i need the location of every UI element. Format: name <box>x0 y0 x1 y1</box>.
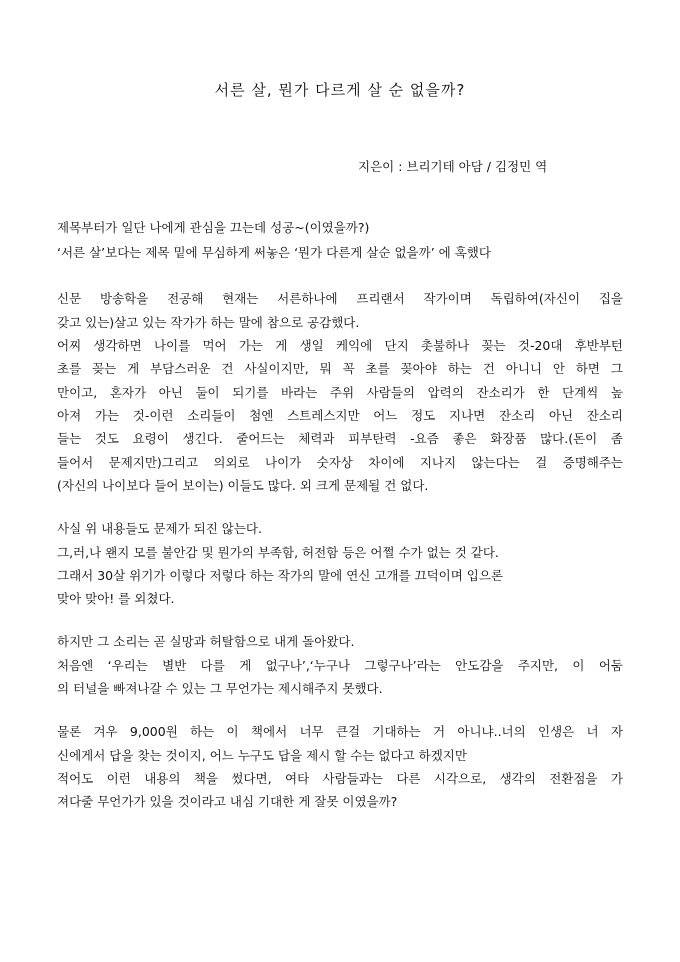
body-line: 져다줄 무언가가 있을 것이라고 내심 기대한 게 잘못 이였을까? <box>57 794 398 809</box>
body-line: 들는 것도 요령이 생긴다. 줄어드는 체력과 피부탄력 -요즘 좋은 화장품 많다.(돈이 좀 <box>57 431 623 446</box>
body-line: 처음엔 ‘우리는 별반 다를 게 없구나’,‘누구나 그렇구나’라는 안도감을 주지만, 이 어둠 <box>57 658 623 673</box>
body-line: (자신의 나이보다 들어 보이는) 이들도 많다. 외 크게 문제될 건 없다. <box>57 478 429 493</box>
body-line: 사실 위 내용들도 문제가 되진 않는다. <box>57 521 262 536</box>
body-line: ‘서른 살’보다는 제목 밑에 무심하게 써놓은 ‘뭔가 다른게 살순 없을까’ 에 혹했다 <box>57 245 491 260</box>
body-line: 어찌 생각하면 나이를 먹어 가는 게 생일 케익에 단지 촛불하나 꽂는 것-20대 후반부턴 <box>57 338 623 353</box>
body-line: 제목부터가 일단 나에게 관심을 끄는데 성공~(이였을까?) <box>57 220 370 235</box>
body-line: 그,러,나 왠지 모를 불안감 및 뭔가의 부족함, 허전함 등은 어쩔 수가 없는 것 같다. <box>57 545 499 560</box>
body-line: 만이고, 혼자가 아닌 둘이 되기를 바라는 주위 사람들의 압력의 잔소리가 한 단계씩 높 <box>57 385 623 400</box>
body-line: 적어도 이런 내용의 책을 썼다면, 여타 사람들과는 다른 시각으로, 생각의 전환점을 가 <box>57 771 623 786</box>
body-line: 신문 방송학을 전공해 현재는 서른하나에 프리랜서 작가이며 독립하여(자신이 집을 <box>57 291 623 306</box>
body-line: 신에게서 답을 찾는 것이지, 어느 누구도 답을 제시 할 수는 없다고 하겠지만 <box>57 748 467 763</box>
body-line: 들어서 문제지만)그리고 의외로 나이가 숫자상 차이에 지나지 않는다는 걸 증명해주는 <box>57 455 623 470</box>
body-line: 하지만 그 소리는 곧 실망과 허탈함으로 내게 돌아왔다. <box>57 634 355 649</box>
body-line: 의 터널을 빠져나갈 수 있는 그 무언가는 제시해주지 못했다. <box>57 681 383 696</box>
body-line: 아져 가는 것-이런 소리들이 첨엔 스트레스지만 어느 정도 지나면 잔소리 아닌 잔소리 <box>57 408 623 423</box>
body-line: 물론 겨우 9,000원 하는 이 책에서 너무 큰걸 기대하는 거 아니냐..너의 인생은 너 자 <box>57 724 623 739</box>
body-line: 그래서 30살 위기가 이렇다 저렇다 하는 작가의 말에 연신 고개를 끄덕이며 입으론 <box>57 568 504 583</box>
document-title: 서른 살, 뭔가 다르게 살 순 없을까? <box>214 81 466 99</box>
author-translator-line: 지은이 : 브리기테 아담 / 김정민 역 <box>358 159 548 174</box>
body-line: 갖고 있는)살고 있는 작가가 하는 말에 참으로 공감했다. <box>57 315 360 330</box>
body-line: 초를 꽂는 게 부담스러운 건 사실이지만, 뭐 꼭 초를 꽂아야 하는 건 아니니 안 하면 그 <box>57 361 623 376</box>
body-line: 맞아 맞아! 를 외쳤다. <box>57 591 175 606</box>
